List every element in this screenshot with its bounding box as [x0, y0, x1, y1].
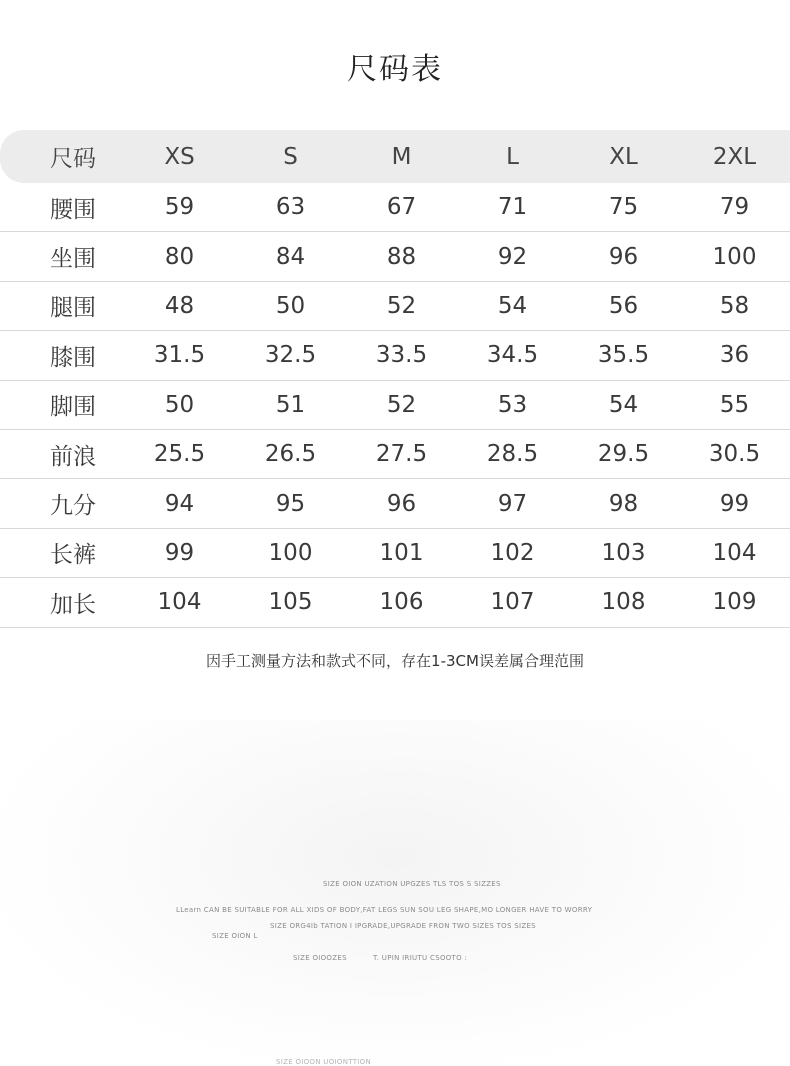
table-cell: 55: [719, 391, 750, 418]
table-cell: 101: [379, 539, 424, 566]
table-cell: 52: [386, 292, 417, 319]
header-size: 2XL: [712, 143, 757, 170]
table-cell: 95: [275, 490, 306, 517]
table-cell: 98: [608, 490, 639, 517]
table-cell: 54: [608, 391, 639, 418]
table-cell: 79: [719, 194, 750, 221]
row-label: 腿围: [50, 295, 96, 322]
faded-text-line: LLearn CAN BE SUITABLE FOR ALL XIDS OF BODY,FAT LEGS SUN SOU LEG SHAPE,MO LONGER HAVE TO WORRY: [176, 906, 593, 914]
table-cell: 109: [712, 589, 757, 616]
table-cell: 28.5: [486, 441, 539, 468]
table-cell: 97: [497, 490, 528, 517]
table-cell: 105: [268, 589, 313, 616]
table-header-row: [0, 130, 790, 183]
table-row: [0, 381, 790, 430]
table-cell: 59: [164, 194, 195, 221]
table-cell: 102: [490, 539, 535, 566]
table-cell: 104: [712, 539, 757, 566]
table-cell: 104: [157, 589, 202, 616]
table-cell: 107: [490, 589, 535, 616]
table-cell: 84: [275, 243, 306, 270]
table-cell: 50: [275, 292, 306, 319]
measurement-note: 因手工测量方法和款式不同，存在1-3CM误差属合理范围: [206, 652, 584, 670]
table-row: [0, 282, 790, 331]
row-label: 九分: [50, 493, 96, 520]
table-cell: 35.5: [597, 342, 650, 369]
table-cell: 106: [379, 589, 424, 616]
table-body: [0, 183, 790, 628]
table-cell: 94: [164, 490, 195, 517]
faded-text-line: SIZE OION UZATION UPGZES TLS TOS S SIZZES: [323, 880, 501, 888]
table-cell: 100: [712, 243, 757, 270]
table-cell: 30.5: [708, 441, 761, 468]
table-cell: 33.5: [375, 342, 428, 369]
table-cell: 99: [719, 490, 750, 517]
row-label: 前浪: [50, 443, 96, 470]
faded-text-line: SIZE OIOON UOIONTTION: [276, 1058, 371, 1066]
table-row: [0, 331, 790, 380]
header-label: 尺码: [50, 146, 96, 172]
header-size: XL: [609, 143, 638, 170]
size-table: [0, 130, 790, 628]
table-cell: 108: [601, 589, 646, 616]
table-row: [0, 183, 790, 232]
table-cell: 34.5: [486, 342, 539, 369]
faded-text-line: SIZE ORG4Ib TATION I IPGRADE,UPGRADE FRON TWO SIZES TOS SIZES: [270, 922, 536, 930]
row-label: 腰围: [50, 196, 96, 223]
table-row: [0, 578, 790, 627]
row-label: 脚围: [50, 394, 96, 421]
table-cell: 50: [164, 391, 195, 418]
table-row: [0, 232, 790, 281]
table-cell: 26.5: [264, 441, 317, 468]
header-size: S: [283, 143, 298, 170]
table-cell: 32.5: [264, 342, 317, 369]
table-cell: 53: [497, 391, 528, 418]
table-cell: 56: [608, 292, 639, 319]
table-cell: 51: [275, 391, 306, 418]
table-cell: 99: [164, 539, 195, 566]
table-cell: 48: [164, 292, 195, 319]
row-label: 长裤: [50, 542, 96, 569]
table-cell: 36: [719, 342, 750, 369]
table-cell: 54: [497, 292, 528, 319]
header-size: L: [506, 143, 519, 170]
table-cell: 100: [268, 539, 313, 566]
faded-text-line: T. UPIN IRIUTU CSOOTO :: [373, 954, 468, 962]
table-row: [0, 479, 790, 528]
table-cell: 103: [601, 539, 646, 566]
table-row: [0, 529, 790, 578]
table-cell: 63: [275, 194, 306, 221]
table-cell: 67: [386, 194, 417, 221]
table-cell: 25.5: [153, 441, 206, 468]
faded-text-line: SIZE OION L: [212, 932, 258, 940]
table-cell: 29.5: [597, 441, 650, 468]
table-cell: 88: [386, 243, 417, 270]
table-cell: 75: [608, 194, 639, 221]
table-cell: 71: [497, 194, 528, 221]
page-title: 尺码表: [347, 52, 443, 87]
table-cell: 96: [608, 243, 639, 270]
faded-background-text: [0, 720, 790, 1064]
header-size: M: [391, 143, 412, 170]
header-size: XS: [164, 143, 195, 170]
row-label: 膝围: [50, 344, 96, 371]
table-cell: 92: [497, 243, 528, 270]
table-cell: 96: [386, 490, 417, 517]
table-cell: 80: [164, 243, 195, 270]
row-label: 坐围: [50, 246, 96, 273]
row-label: 加长: [50, 591, 96, 618]
table-cell: 52: [386, 391, 417, 418]
table-cell: 31.5: [153, 342, 206, 369]
table-row: [0, 430, 790, 479]
table-cell: 58: [719, 292, 750, 319]
table-cell: 27.5: [375, 441, 428, 468]
faded-text-line: SIZE OIOOZES: [293, 954, 347, 962]
